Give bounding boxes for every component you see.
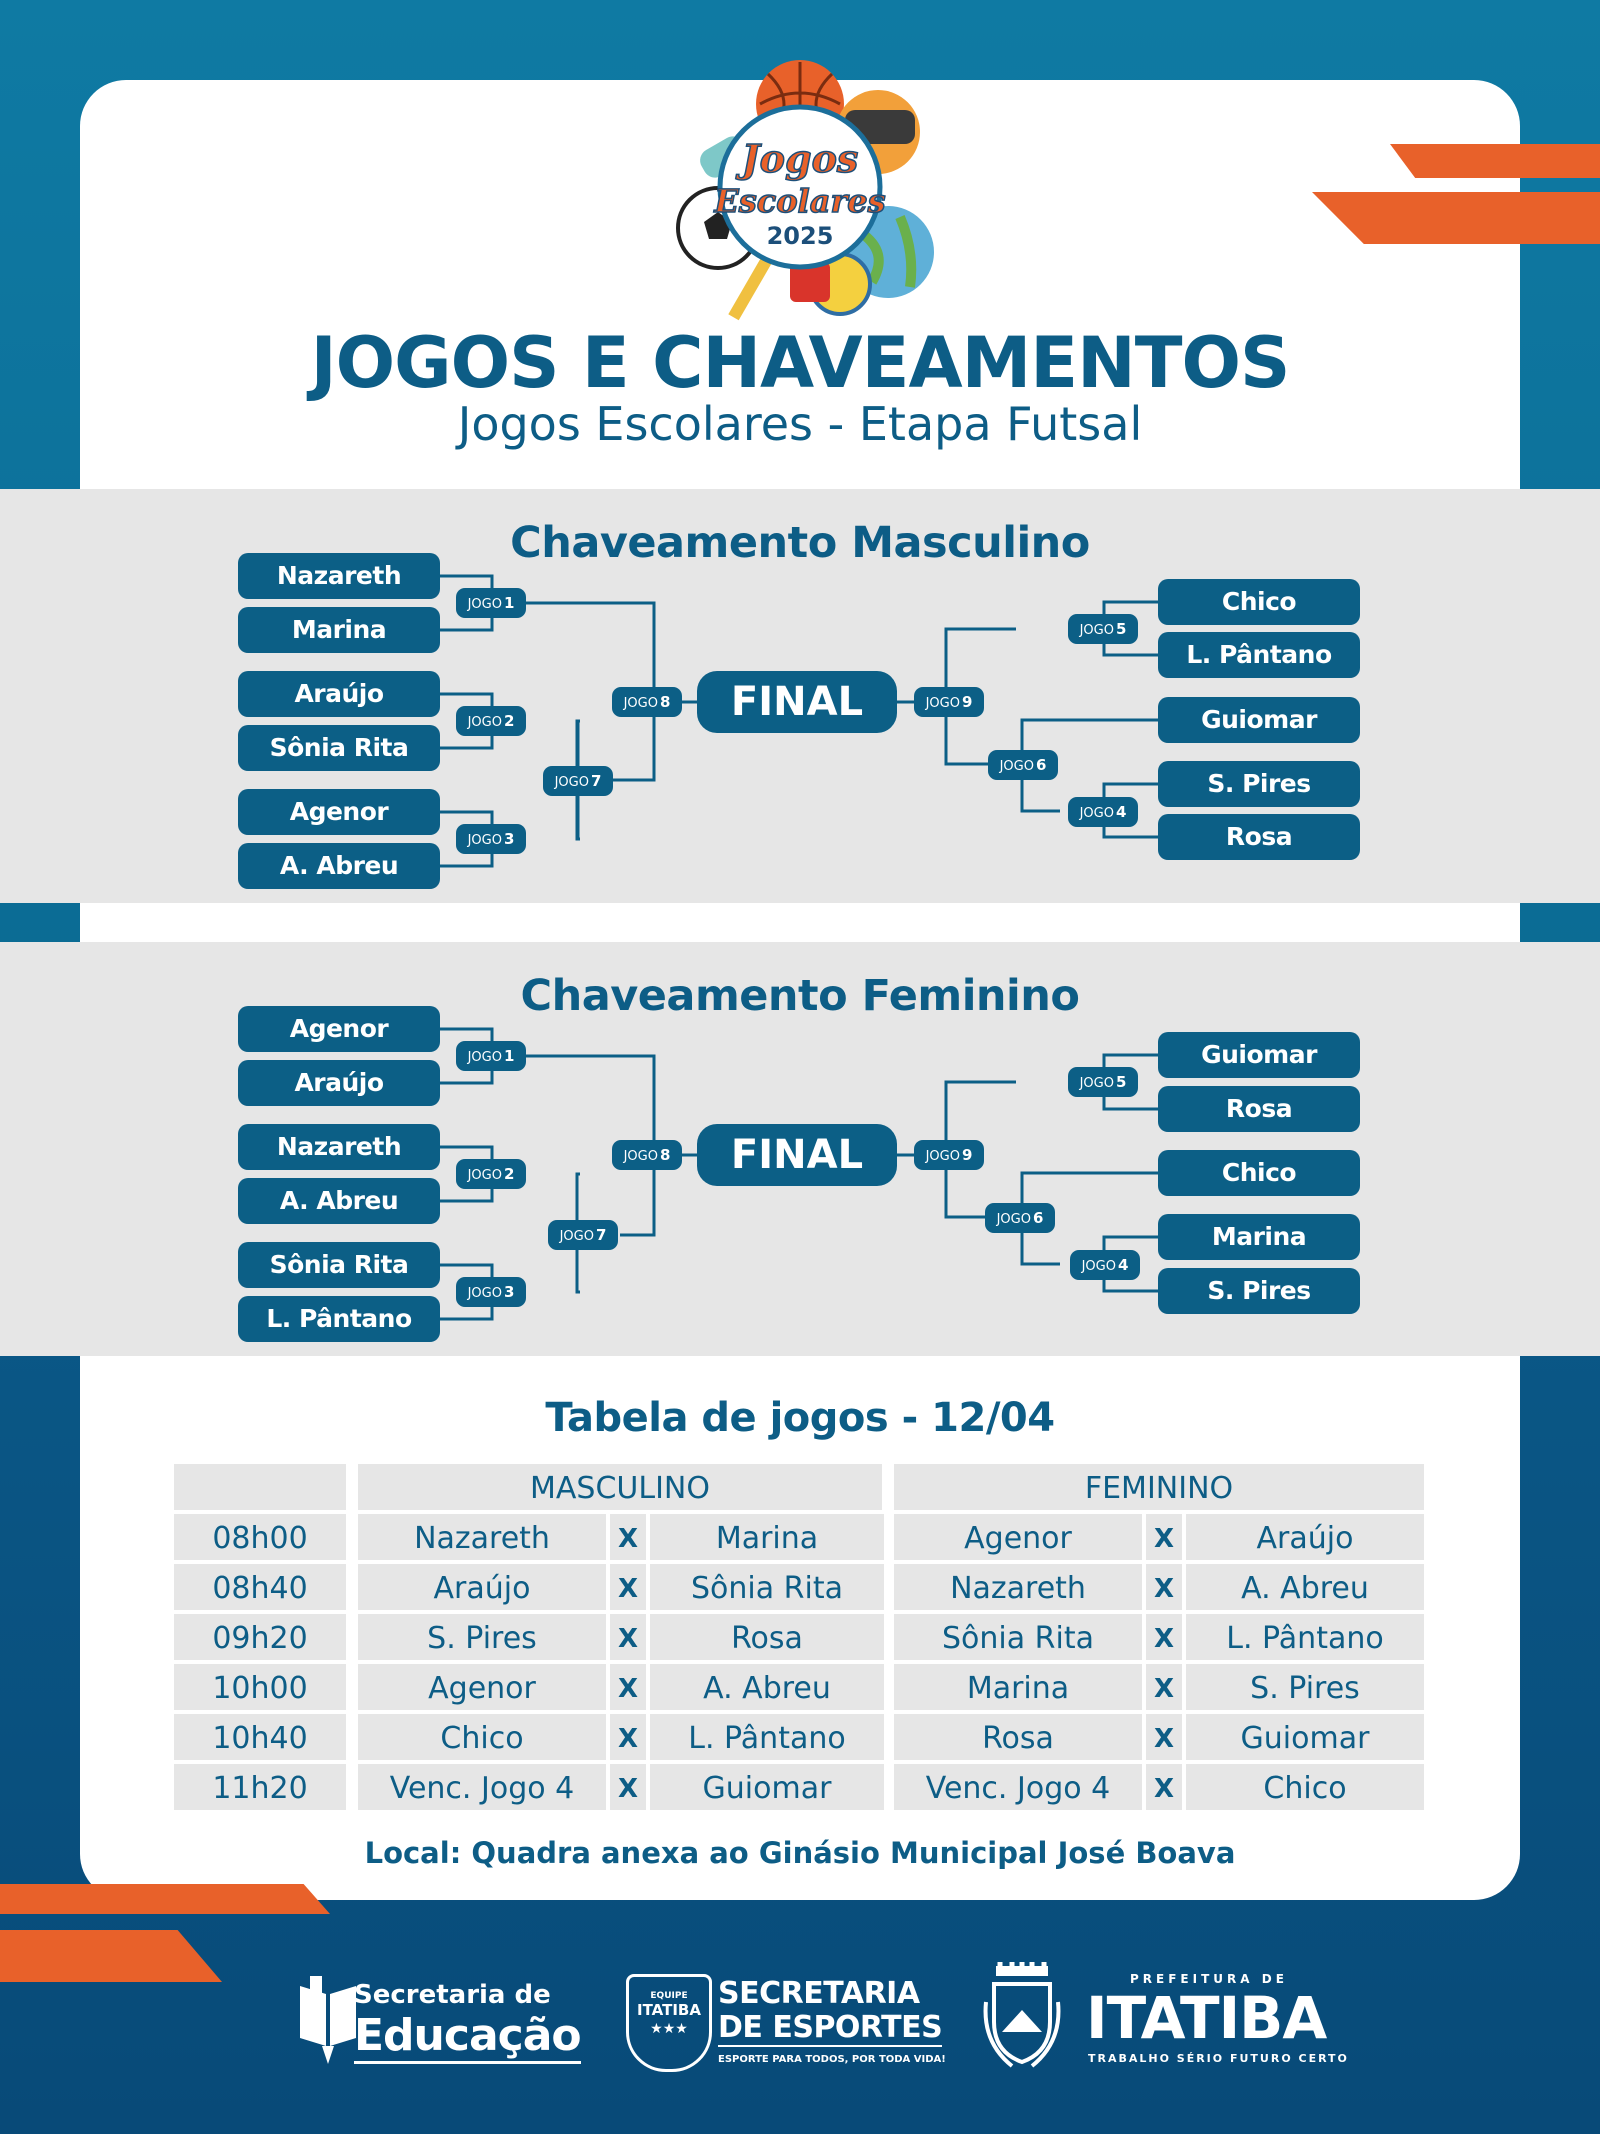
coat-of-arms-icon (982, 1962, 1062, 2070)
game-label-prefix: JOGO (554, 775, 589, 790)
bracket-team: Rosa (1158, 1086, 1360, 1132)
game-label (456, 706, 526, 736)
game-label-number: 4 (1117, 1256, 1129, 1274)
prefeitura-line1: PREFEITURA DE (1130, 1972, 1288, 1986)
schedule-team: A. Abreu (650, 1664, 884, 1710)
schedule-time: 08h40 (174, 1564, 346, 1610)
schedule-team: S. Pires (358, 1614, 606, 1660)
shield-icon (626, 1974, 712, 2072)
game-label (456, 824, 526, 854)
schedule-team: Rosa (650, 1614, 884, 1660)
game-label-prefix: JOGO (467, 1168, 502, 1183)
schedule-team: Venc. Jogo 4 (358, 1764, 606, 1810)
final-box: FINAL (697, 1124, 897, 1186)
schedule-team: Araújo (1186, 1514, 1424, 1560)
game-label (612, 1140, 682, 1170)
game-label (914, 1140, 984, 1170)
game-label-prefix: JOGO (925, 696, 960, 711)
game-label (914, 687, 984, 717)
esportes-shield-itatiba: ITATIBA (637, 2001, 701, 2019)
game-label (1070, 1250, 1140, 1280)
bracket-team: Araújo (238, 1060, 440, 1106)
schedule-team: Chico (1186, 1764, 1424, 1810)
versus-mark: X (1146, 1664, 1182, 1710)
schedule-team: Marina (650, 1514, 884, 1560)
bracket-team: Sônia Rita (238, 725, 440, 771)
logo-word-jogos: Jogos (741, 136, 859, 181)
game-label-prefix: JOGO (467, 1050, 502, 1065)
bracket-team: Marina (238, 607, 440, 653)
schedule-team: Nazareth (358, 1514, 606, 1560)
esportes-slogan: ESPORTE PARA TODOS, POR TODA VIDA! (718, 2054, 946, 2065)
bracket-team: Guiomar (1158, 697, 1360, 743)
page-subtitle: Jogos Escolares - Etapa Futsal (457, 397, 1143, 451)
game-label-prefix: JOGO (1079, 806, 1114, 821)
table-header-masculino: MASCULINO (358, 1464, 882, 1510)
schedule-team: A. Abreu (1186, 1564, 1424, 1610)
game-label-number: 1 (503, 594, 515, 612)
schedule-team: S. Pires (1186, 1664, 1424, 1710)
versus-mark: X (1146, 1764, 1182, 1810)
game-label-number: 2 (503, 712, 515, 730)
schedule-time: 09h20 (174, 1614, 346, 1660)
game-label-prefix: JOGO (925, 1149, 960, 1164)
bracket-team: S. Pires (1158, 1268, 1360, 1314)
bracket-team: Sônia Rita (238, 1242, 440, 1288)
bracket-team: Agenor (238, 1006, 440, 1052)
versus-mark: X (1146, 1564, 1182, 1610)
schedule-team: Venc. Jogo 4 (894, 1764, 1142, 1810)
game-label-prefix: JOGO (999, 759, 1034, 774)
versus-mark: X (1146, 1514, 1182, 1560)
game-label-number: 9 (961, 693, 973, 711)
game-label-prefix: JOGO (1079, 623, 1114, 638)
bracket-team: Araújo (238, 671, 440, 717)
schedule-team: Sônia Rita (894, 1614, 1142, 1660)
versus-mark: X (610, 1614, 646, 1660)
bracket-team: Nazareth (238, 553, 440, 599)
game-label-number: 6 (1035, 756, 1047, 774)
versus-mark: X (610, 1514, 646, 1560)
prefeitura-line2: ITATIBA (1086, 1984, 1327, 2052)
logo-year: 2025 (766, 222, 834, 250)
prefeitura-logo (982, 1962, 1349, 2074)
game-label-prefix: JOGO (467, 1286, 502, 1301)
bracket-team: A. Abreu (238, 843, 440, 889)
final-box: FINAL (697, 671, 897, 733)
schedule-team: L. Pântano (650, 1714, 884, 1760)
educacao-line1: Secretaria de (354, 1980, 551, 2010)
game-label-number: 6 (1032, 1209, 1044, 1227)
versus-mark: X (610, 1714, 646, 1760)
bracket-team: Chico (1158, 1150, 1360, 1196)
game-label-number: 1 (503, 1047, 515, 1065)
game-label-prefix: JOGO (559, 1229, 594, 1244)
game-label-number: 9 (961, 1146, 973, 1164)
schedule-title: Tabela de jogos - 12/04 (545, 1395, 1055, 1441)
game-label-number: 8 (659, 1146, 671, 1164)
game-label (456, 1041, 526, 1071)
esportes-line1: SECRETARIA (718, 1976, 920, 2011)
game-label-prefix: JOGO (623, 696, 658, 711)
game-label (456, 588, 526, 618)
game-label (1068, 1067, 1138, 1097)
game-label (1068, 797, 1138, 827)
esportes-line2: DE ESPORTES (718, 2010, 943, 2045)
schedule-team: Chico (358, 1714, 606, 1760)
game-label-number: 3 (503, 830, 515, 848)
game-label-number: 5 (1115, 1073, 1127, 1091)
star-icon: ★★★ (650, 2021, 688, 2037)
schedule-team: Rosa (894, 1714, 1142, 1760)
masculino-title: Chaveamento Masculino (510, 518, 1090, 568)
esportes-shield-equipe: EQUIPE (650, 1991, 688, 2001)
game-label-prefix: JOGO (623, 1149, 658, 1164)
book-pen-icon (296, 1976, 360, 2066)
bracket-team: S. Pires (1158, 761, 1360, 807)
game-label-number: 5 (1115, 620, 1127, 638)
game-label-prefix: JOGO (1081, 1259, 1116, 1274)
game-label-prefix: JOGO (467, 715, 502, 730)
game-label (456, 1159, 526, 1189)
page-title: JOGOS E CHAVEAMENTOS (310, 322, 1290, 404)
game-label (548, 1220, 618, 1250)
game-label (1068, 614, 1138, 644)
location-text: Local: Quadra anexa ao Ginásio Municipal José Boava (364, 1836, 1236, 1870)
feminino-title: Chaveamento Feminino (520, 971, 1080, 1021)
schedule-team: Agenor (358, 1664, 606, 1710)
game-label-prefix: JOGO (996, 1212, 1031, 1227)
game-label-number: 7 (590, 772, 602, 790)
game-label (543, 766, 613, 796)
game-label (456, 1277, 526, 1307)
game-label-prefix: JOGO (467, 833, 502, 848)
game-label (985, 1203, 1055, 1233)
game-label-number: 2 (503, 1165, 515, 1183)
prefeitura-line3: TRABALHO SÉRIO FUTURO CERTO (1088, 2052, 1349, 2065)
schedule-time: 10h40 (174, 1714, 346, 1760)
schedule-team: Guiomar (650, 1764, 884, 1810)
schedule-team: Nazareth (894, 1564, 1142, 1610)
game-label-number: 8 (659, 693, 671, 711)
bracket-team: L. Pântano (238, 1296, 440, 1342)
versus-mark: X (610, 1764, 646, 1810)
schedule-team: Marina (894, 1664, 1142, 1710)
schedule-time: 10h00 (174, 1664, 346, 1710)
table-header-feminino: FEMININO (894, 1464, 1424, 1510)
educacao-line2: Educação (354, 2010, 581, 2064)
game-label (612, 687, 682, 717)
bracket-team: L. Pântano (1158, 632, 1360, 678)
schedule-team: Sônia Rita (650, 1564, 884, 1610)
logo-word-escolares: Escolares (714, 182, 886, 220)
schedule-time: 11h20 (174, 1764, 346, 1810)
versus-mark: X (1146, 1614, 1182, 1660)
bracket-team: A. Abreu (238, 1178, 440, 1224)
esportes-logo (626, 1974, 946, 2074)
game-label-number: 3 (503, 1283, 515, 1301)
bracket-team: Nazareth (238, 1124, 440, 1170)
schedule-team: Guiomar (1186, 1714, 1424, 1760)
versus-mark: X (610, 1664, 646, 1710)
educacao-logo (296, 1972, 586, 2072)
game-label-number: 4 (1115, 803, 1127, 821)
game-label (988, 750, 1058, 780)
bracket-team: Guiomar (1158, 1032, 1360, 1078)
game-label-prefix: JOGO (467, 597, 502, 612)
table-header-empty (174, 1464, 346, 1510)
versus-mark: X (610, 1564, 646, 1610)
versus-mark: X (1146, 1714, 1182, 1760)
game-label-number: 7 (595, 1226, 607, 1244)
schedule-team: Agenor (894, 1514, 1142, 1560)
bracket-team: Chico (1158, 579, 1360, 625)
schedule-team: L. Pântano (1186, 1614, 1424, 1660)
game-label-prefix: JOGO (1079, 1076, 1114, 1091)
bracket-team: Agenor (238, 789, 440, 835)
bracket-team: Rosa (1158, 814, 1360, 860)
bracket-team: Marina (1158, 1214, 1360, 1260)
schedule-time: 08h00 (174, 1514, 346, 1560)
schedule-team: Araújo (358, 1564, 606, 1610)
